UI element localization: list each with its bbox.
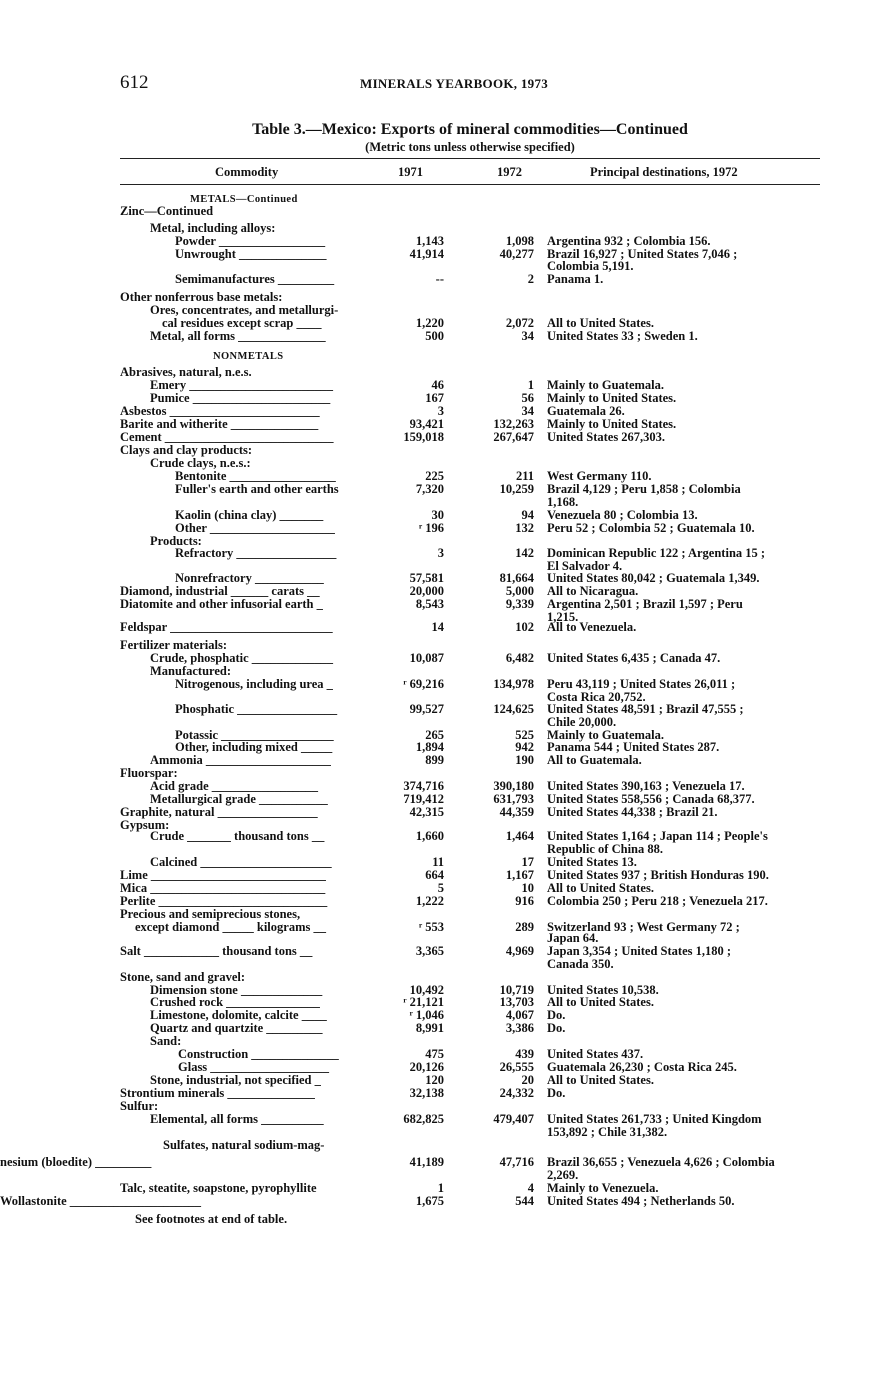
destinations-cell: 153,892 ; Chile 31,382. xyxy=(547,1125,668,1139)
value-1971-cell: ʳ 553 xyxy=(418,920,444,934)
value-1972-cell: 190 xyxy=(515,753,534,767)
value-1972-cell: 1,098 xyxy=(505,234,534,248)
section-heading: METALS—Continued xyxy=(190,194,298,205)
value-1971-cell: 374,716 xyxy=(403,779,444,793)
value-1972-cell: 1,464 xyxy=(505,829,534,843)
value-1971-cell: 3 xyxy=(437,404,444,418)
section-heading: NONMETALS xyxy=(213,351,284,362)
value-1972-cell: 1,167 xyxy=(505,868,534,882)
commodity-cell: Refractory ________________ xyxy=(175,546,337,560)
value-1971-cell: 46 xyxy=(431,378,444,392)
table-row xyxy=(0,1156,876,1169)
value-1971-cell: 1,660 xyxy=(415,829,444,843)
commodity-cell: Feldspar __________________________ xyxy=(120,620,333,634)
value-1971-cell: 159,018 xyxy=(403,430,444,444)
value-1972-cell: 2,072 xyxy=(505,316,534,330)
destinations-cell: Republic of China 88. xyxy=(547,842,663,856)
commodity-cell: Limestone, dolomite, calcite ____ xyxy=(150,1008,327,1022)
destinations-cell: Colombia 5,191. xyxy=(547,259,634,273)
value-1971-cell: -- xyxy=(435,272,444,286)
commodity-cell: Semimanufactures _________ xyxy=(175,272,335,286)
destinations-cell: United States 261,733 ; United Kingdom xyxy=(547,1112,762,1126)
value-1972-cell: 6,482 xyxy=(505,651,534,665)
value-1971-cell: 1 xyxy=(437,1181,444,1195)
commodity-cell: Clays and clay products: xyxy=(120,443,253,457)
table-row xyxy=(0,1126,876,1139)
destinations-cell: United States 437. xyxy=(547,1047,644,1061)
commodity-cell: Glass ___________________ xyxy=(178,1060,330,1074)
value-1971-cell: ʳ 69,216 xyxy=(403,677,444,691)
destinations-cell: United States 937 ; British Honduras 190. xyxy=(547,868,769,882)
commodity-cell: Elemental, all forms __________ xyxy=(150,1112,324,1126)
value-1971-cell: 20,000 xyxy=(409,584,444,598)
destinations-cell: All to United States. xyxy=(547,995,654,1009)
value-1972-cell: 544 xyxy=(515,1194,534,1208)
table-row xyxy=(0,205,876,218)
value-1972-cell: 9,339 xyxy=(505,597,534,611)
value-1971-cell: 719,412 xyxy=(403,792,444,806)
commodity-cell: Fluorspar: xyxy=(120,766,178,780)
value-1972-cell: 211 xyxy=(515,469,534,483)
destinations-cell: United States 48,591 ; Brazil 47,555 ; xyxy=(547,702,744,716)
commodity-cell: Other ____________________ xyxy=(175,521,335,535)
destinations-cell: Colombia 250 ; Peru 218 ; Venezuela 217. xyxy=(547,894,768,908)
destinations-cell: Mainly to United States. xyxy=(547,391,677,405)
table-row xyxy=(0,703,876,716)
value-1971-cell: 5 xyxy=(437,881,444,895)
value-1971-cell: ʳ 21,121 xyxy=(403,995,444,1009)
value-1972-cell: 4 xyxy=(527,1181,534,1195)
value-1972-cell: 40,277 xyxy=(499,247,534,261)
value-1971-cell: 682,825 xyxy=(403,1112,444,1126)
value-1971-cell: 8,543 xyxy=(415,597,444,611)
value-1972-cell: 56 xyxy=(521,391,534,405)
value-1972-cell: 94 xyxy=(521,508,534,522)
commodity-cell: nesium (bloedite) _________ xyxy=(0,1155,152,1169)
destinations-cell: United States 390,163 ; Venezuela 17. xyxy=(547,779,745,793)
value-1971-cell: ʳ 1,046 xyxy=(409,1008,444,1022)
value-1971-cell: 1,675 xyxy=(415,1194,444,1208)
destinations-cell: Venezuela 80 ; Colombia 13. xyxy=(547,508,698,522)
commodity-cell: Crude clays, n.e.s.: xyxy=(150,456,251,470)
destinations-cell: United States 267,303. xyxy=(547,430,666,444)
commodity-cell: Diamond, industrial ______ carats __ xyxy=(120,584,320,598)
destinations-cell: 1,168. xyxy=(547,495,579,509)
column-header-1971: 1971 xyxy=(398,165,423,179)
value-1971-cell: 30 xyxy=(431,508,444,522)
footnote: See footnotes at end of table. xyxy=(135,1212,288,1226)
table-title: Table 3.—Mexico: Exports of mineral commodities—Continued xyxy=(252,121,688,138)
commodity-cell: Asbestos ________________________ xyxy=(120,404,320,418)
destinations-cell: Do. xyxy=(547,1021,566,1035)
destinations-cell: Japan 3,354 ; United States 1,180 ; xyxy=(547,944,732,958)
commodity-cell: Sulfur: xyxy=(120,1099,159,1113)
commodity-cell: Products: xyxy=(150,534,202,548)
value-1971-cell: 475 xyxy=(425,1047,444,1061)
commodity-cell: Fertilizer materials: xyxy=(120,638,228,652)
commodity-cell: Metallurgical grade ___________ xyxy=(150,792,328,806)
destinations-cell: All to Guatemala. xyxy=(547,753,642,767)
commodity-cell: Phosphatic ________________ xyxy=(175,702,338,716)
destinations-cell: Canada 350. xyxy=(547,957,614,971)
commodity-cell: Talc, steatite, soapstone, pyrophyllite xyxy=(120,1181,317,1195)
table-row xyxy=(0,291,876,304)
commodity-cell: Graphite, natural ________________ xyxy=(120,805,318,819)
commodity-cell: Pumice ______________________ xyxy=(150,391,331,405)
table-row xyxy=(0,1113,876,1126)
commodity-cell: Nonrefractory ___________ xyxy=(175,571,324,585)
value-1971-cell: 14 xyxy=(431,620,444,634)
page-number: 612 xyxy=(120,72,149,93)
table-row xyxy=(0,547,876,560)
value-1971-cell: 3 xyxy=(437,546,444,560)
value-1971-cell: 11 xyxy=(432,855,444,869)
commodity-cell: Potassic __________________ xyxy=(175,728,334,742)
value-1972-cell: 4,067 xyxy=(505,1008,534,1022)
table-row xyxy=(0,830,876,843)
value-1971-cell: 42,315 xyxy=(409,805,444,819)
commodity-cell: Powder _________________ xyxy=(175,234,326,248)
destinations-cell: Peru 52 ; Colombia 52 ; Guatemala 10. xyxy=(547,521,755,535)
commodity-cell: Sand: xyxy=(150,1034,182,1048)
value-1972-cell: 10,259 xyxy=(499,482,534,496)
table-row xyxy=(0,621,876,634)
value-1972-cell: 134,978 xyxy=(493,677,534,691)
destinations-cell: El Salvador 4. xyxy=(547,559,623,573)
commodity-cell: Metal, including alloys: xyxy=(150,221,276,235)
destinations-cell: Mainly to United States. xyxy=(547,417,677,431)
table-row xyxy=(0,598,876,611)
commodity-cell: Nitrogenous, including urea _ xyxy=(175,677,333,691)
value-1972-cell: 916 xyxy=(515,894,534,908)
value-1971-cell: 8,991 xyxy=(415,1021,444,1035)
value-1972-cell: 26,555 xyxy=(499,1060,534,1074)
commodity-cell: Stone, industrial, not specified _ xyxy=(150,1073,321,1087)
value-1972-cell: 20 xyxy=(521,1073,534,1087)
commodity-cell: Ores, concentrates, and metallurgi- xyxy=(150,303,339,317)
commodity-cell: Lime ____________________________ xyxy=(120,868,326,882)
table-row xyxy=(0,273,876,286)
destinations-cell: Panama 1. xyxy=(547,272,604,286)
commodity-cell: Emery _______________________ xyxy=(150,378,333,392)
destinations-cell: Argentina 932 ; Colombia 156. xyxy=(547,234,711,248)
destinations-cell: Brazil 4,129 ; Peru 1,858 ; Colombia xyxy=(547,482,741,496)
destinations-cell: Mainly to Guatemala. xyxy=(547,378,665,392)
commodity-cell: Crude, phosphatic _____________ xyxy=(150,651,334,665)
value-1972-cell: 81,664 xyxy=(499,571,534,585)
commodity-cell: Zinc—Continued xyxy=(120,204,214,218)
commodity-cell: Crude _______ thousand tons __ xyxy=(150,829,325,843)
commodity-cell: Quartz and quartzite _________ xyxy=(150,1021,323,1035)
value-1971-cell: 41,189 xyxy=(409,1155,444,1169)
commodity-cell: Perlite ___________________________ xyxy=(120,894,328,908)
value-1972-cell: 1 xyxy=(527,378,534,392)
value-1972-cell: 24,332 xyxy=(499,1086,534,1100)
destinations-cell: United States 13. xyxy=(547,855,637,869)
value-1972-cell: 525 xyxy=(515,728,534,742)
table-row xyxy=(0,945,876,958)
value-1971-cell: 93,421 xyxy=(409,417,444,431)
value-1971-cell: 32,138 xyxy=(409,1086,444,1100)
commodity-cell: Kaolin (china clay) _______ xyxy=(175,508,324,522)
value-1971-cell: 20,126 xyxy=(409,1060,444,1074)
commodity-cell: Construction ______________ xyxy=(178,1047,339,1061)
value-1971-cell: 10,492 xyxy=(409,983,444,997)
value-1972-cell: 34 xyxy=(521,329,534,343)
value-1971-cell: 1,894 xyxy=(415,740,444,754)
table-subtitle: (Metric tons unless otherwise specified) xyxy=(365,140,575,154)
value-1972-cell: 34 xyxy=(521,404,534,418)
destinations-cell: United States 494 ; Netherlands 50. xyxy=(547,1194,735,1208)
destinations-cell: All to United States. xyxy=(547,881,654,895)
destinations-cell: United States 10,538. xyxy=(547,983,659,997)
table-row xyxy=(0,483,876,496)
value-1971-cell: 3,365 xyxy=(415,944,444,958)
value-1971-cell: ʳ 196 xyxy=(418,521,444,535)
value-1972-cell: 102 xyxy=(515,620,534,634)
destinations-cell: Japan 64. xyxy=(547,931,599,945)
commodity-cell: Stone, sand and gravel: xyxy=(120,970,246,984)
destinations-cell: All to Venezuela. xyxy=(547,620,637,634)
value-1971-cell: 265 xyxy=(425,728,444,742)
value-1972-cell: 10,719 xyxy=(499,983,534,997)
commodity-cell: Cement ___________________________ xyxy=(120,430,334,444)
commodity-cell: Metal, all forms ______________ xyxy=(150,329,326,343)
destinations-cell: Brazil 36,655 ; Venezuela 4,626 ; Colombia xyxy=(547,1155,775,1169)
table-row xyxy=(0,652,876,665)
destinations-cell: 1,215. xyxy=(547,610,579,624)
destinations-cell: Switzerland 93 ; West Germany 72 ; xyxy=(547,920,740,934)
running-title: MINERALS YEARBOOK, 1973 xyxy=(360,76,549,91)
destinations-cell: United States 33 ; Sweden 1. xyxy=(547,329,698,343)
value-1971-cell: 120 xyxy=(425,1073,444,1087)
commodity-cell: Crushed rock _______________ xyxy=(150,995,320,1009)
commodity-cell: Precious and semiprecious stones, xyxy=(120,907,301,921)
value-1972-cell: 132,263 xyxy=(493,417,534,431)
commodity-cell: Manufactured: xyxy=(150,664,232,678)
value-1972-cell: 942 xyxy=(515,740,534,754)
table-row xyxy=(0,678,876,691)
commodity-cell: Other, including mixed _____ xyxy=(175,740,333,754)
value-1971-cell: 57,581 xyxy=(409,571,444,585)
destinations-cell: Mainly to Guatemala. xyxy=(547,728,665,742)
value-1972-cell: 124,625 xyxy=(493,702,534,716)
commodity-cell: Ammonia ____________________ xyxy=(150,753,331,767)
value-1971-cell: 664 xyxy=(425,868,444,882)
destinations-cell: United States 80,042 ; Guatemala 1,349. xyxy=(547,571,760,585)
commodity-cell: except diamond _____ kilograms __ xyxy=(135,920,326,934)
destinations-cell: Chile 20,000. xyxy=(547,715,617,729)
value-1971-cell: 899 xyxy=(425,753,444,767)
value-1972-cell: 631,793 xyxy=(493,792,534,806)
destinations-cell: United States 6,435 ; Canada 47. xyxy=(547,651,721,665)
commodity-cell: Unwrought ______________ xyxy=(175,247,327,261)
commodity-cell: Bentonite _________________ xyxy=(175,469,336,483)
destinations-cell: Guatemala 26. xyxy=(547,404,625,418)
table-row xyxy=(0,444,876,457)
commodity-cell: Wollastonite _____________________ xyxy=(0,1194,202,1208)
value-1971-cell: 99,527 xyxy=(409,702,444,716)
value-1972-cell: 5,000 xyxy=(505,584,534,598)
destinations-cell: United States 558,556 ; Canada 68,377. xyxy=(547,792,755,806)
table-row xyxy=(0,1139,876,1152)
commodity-cell: Mica ____________________________ xyxy=(120,881,326,895)
value-1972-cell: 3,386 xyxy=(505,1021,534,1035)
value-1971-cell: 7,320 xyxy=(415,482,444,496)
value-1972-cell: 2 xyxy=(527,272,534,286)
commodity-cell: Gypsum: xyxy=(120,818,170,832)
commodity-cell: Acid grade _________________ xyxy=(150,779,319,793)
table-row xyxy=(0,350,876,363)
column-header-destinations: Principal destinations, 1972 xyxy=(590,165,738,179)
value-1972-cell: 132 xyxy=(515,521,534,535)
destinations-cell: Panama 544 ; United States 287. xyxy=(547,740,720,754)
commodity-cell: Diatomite and other infusorial earth _ xyxy=(120,597,323,611)
table-row xyxy=(0,330,876,343)
value-1972-cell: 47,716 xyxy=(499,1155,534,1169)
value-1972-cell: 44,359 xyxy=(499,805,534,819)
value-1972-cell: 390,180 xyxy=(493,779,534,793)
table-row xyxy=(0,1022,876,1035)
destinations-cell: Mainly to Venezuela. xyxy=(547,1181,659,1195)
commodity-cell: cal residues except scrap ____ xyxy=(162,316,322,330)
value-1971-cell: 167 xyxy=(425,391,444,405)
commodity-cell: Abrasives, natural, n.e.s. xyxy=(120,365,252,379)
commodity-cell: Other nonferrous base metals: xyxy=(120,290,283,304)
destinations-cell: Brazil 16,927 ; United States 7,046 ; xyxy=(547,247,738,261)
destinations-cell: Guatemala 26,230 ; Costa Rica 245. xyxy=(547,1060,737,1074)
value-1971-cell: 1,143 xyxy=(415,234,444,248)
destinations-cell: West Germany 110. xyxy=(547,469,652,483)
commodity-cell: Salt ____________ thousand tons __ xyxy=(120,944,313,958)
value-1972-cell: 439 xyxy=(515,1047,534,1061)
value-1971-cell: 41,914 xyxy=(409,247,444,261)
destinations-cell: All to United States. xyxy=(547,316,654,330)
value-1972-cell: 17 xyxy=(521,855,534,869)
value-1972-cell: 13,703 xyxy=(499,995,534,1009)
commodity-cell: Fuller's earth and other earths xyxy=(175,482,339,496)
destinations-cell: Costa Rica 20,752. xyxy=(547,690,646,704)
value-1971-cell: 225 xyxy=(425,469,444,483)
value-1972-cell: 267,647 xyxy=(493,430,534,444)
table-row xyxy=(0,522,876,535)
commodity-cell: Sulfates, natural sodium-mag- xyxy=(163,1138,325,1152)
column-header-1972: 1972 xyxy=(497,165,522,179)
value-1972-cell: 142 xyxy=(515,546,534,560)
value-1971-cell: 500 xyxy=(425,329,444,343)
destinations-cell: Dominican Republic 122 ; Argentina 15 ; xyxy=(547,546,766,560)
commodity-cell: Dimension stone _____________ xyxy=(150,983,323,997)
table-row xyxy=(0,1195,876,1208)
destinations-cell: Argentina 2,501 ; Brazil 1,597 ; Peru xyxy=(547,597,743,611)
destinations-cell: Do. xyxy=(547,1086,566,1100)
destinations-cell: United States 1,164 ; Japan 114 ; People's xyxy=(547,829,768,843)
column-header-commodity: Commodity xyxy=(215,165,279,179)
destinations-cell: United States 44,338 ; Brazil 21. xyxy=(547,805,718,819)
value-1972-cell: 289 xyxy=(515,920,534,934)
value-1971-cell: 1,222 xyxy=(415,894,444,908)
destinations-cell: 2,269. xyxy=(547,1168,579,1182)
commodity-cell: Strontium minerals ______________ xyxy=(120,1086,315,1100)
commodity-cell: Calcined _____________________ xyxy=(150,855,332,869)
destinations-cell: All to Nicaragua. xyxy=(547,584,639,598)
value-1971-cell: 1,220 xyxy=(415,316,444,330)
destinations-cell: Peru 43,119 ; United States 26,011 ; xyxy=(547,677,736,691)
value-1971-cell: 10,087 xyxy=(409,651,444,665)
destinations-cell: All to United States. xyxy=(547,1073,654,1087)
destinations-cell: Do. xyxy=(547,1008,566,1022)
commodity-cell: Barite and witherite ______________ xyxy=(120,417,319,431)
value-1972-cell: 10 xyxy=(521,881,534,895)
value-1972-cell: 4,969 xyxy=(505,944,534,958)
value-1972-cell: 479,407 xyxy=(493,1112,534,1126)
